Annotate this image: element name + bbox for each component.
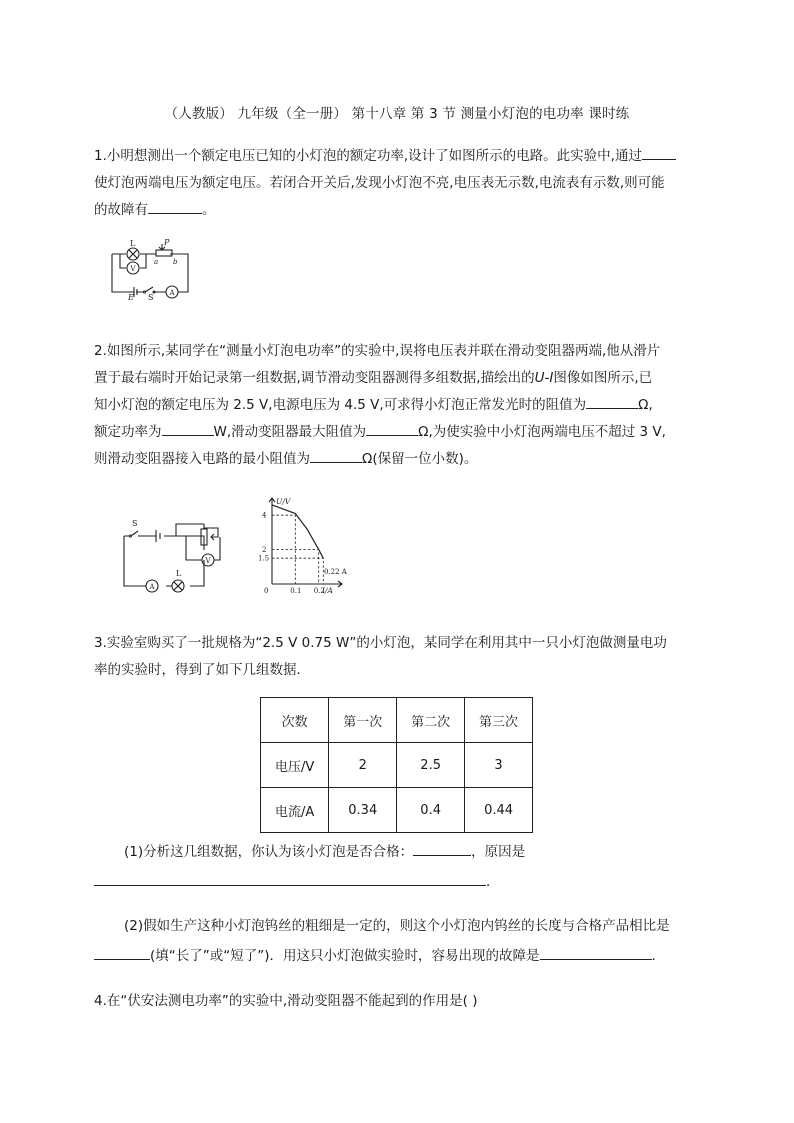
q2-blank-4[interactable] <box>310 448 362 463</box>
question-4: 4.在“伏安法测电功率”的实验中,滑动变阻器不能起到的作用是( ) <box>94 993 478 1009</box>
table-cell: 0.4 <box>397 788 465 833</box>
y-tick-2: 2 <box>262 546 267 555</box>
q1-label-L: L <box>130 239 136 248</box>
x-tick-0.2: 0.2 <box>313 587 325 594</box>
q2-blank-2[interactable] <box>162 421 214 436</box>
q1-label-E: E <box>128 293 134 300</box>
q3-line-2: 率的实验时，得到了如下几组数据． <box>94 662 310 678</box>
q1-line-3: 的故障有 。 <box>94 197 704 224</box>
table-cell: 0.44 <box>465 788 533 833</box>
q1-circuit-diagram <box>106 238 196 300</box>
x-axis-label: I/A <box>322 586 333 594</box>
q1-blank-2[interactable] <box>148 199 202 214</box>
q2-blank-1[interactable] <box>586 394 638 409</box>
table-cell: 3 <box>465 743 533 788</box>
annotation-0.22A: 0.22 A <box>324 568 347 576</box>
table-header-row <box>261 698 533 743</box>
q1-voltmeter-label: V <box>130 265 136 273</box>
guide-line-2 <box>272 558 323 584</box>
table-cell: 电压/V <box>261 743 329 788</box>
q1-label-S: S <box>148 293 154 300</box>
table-row <box>261 743 533 788</box>
q3-sub-1: (1)分析这几组数据，你认为该小灯泡是否合格： ，原因是 <box>94 838 704 866</box>
q2-line-3: 知小灯泡的额定电压为 2.5 V,电源电压为 4.5 V,可求得小灯泡正常发光时的阻值为 Ω, <box>94 392 704 419</box>
q3-sub-1-line-2: ． <box>94 868 704 896</box>
q2-circuit-diagram <box>116 514 228 596</box>
q2-ammeter-label: A <box>149 583 155 591</box>
y-axis-label: U/V <box>276 497 291 506</box>
q3-data-table <box>260 697 533 833</box>
table-header-cell: 第一次 <box>329 698 397 743</box>
q2-label-L: L <box>176 569 182 578</box>
table-header-cell: 次数 <box>261 698 329 743</box>
table-header-cell: 第三次 <box>465 698 533 743</box>
q2-line-2: 置于最右端时开始记录第一组数据,调节滑动变阻器测得多组数据,描绘出的U-I图像如图所示,已 <box>94 370 653 386</box>
q2-line-4: 额定功率为 W,滑动变阻器最大阻值为 Ω,为使实验中小灯泡两端电压不超过 3 V, <box>94 419 704 446</box>
table-header-cell: 第二次 <box>397 698 465 743</box>
table-cell: 0.34 <box>329 788 397 833</box>
ui-curve <box>272 505 323 558</box>
origin-label: 0 <box>264 587 269 594</box>
q3-sub-2: (2)假如生产这种小灯泡钨丝的粗细是一定的，则这个小灯泡内钨丝的长度与合格产品相比是 <box>124 918 670 934</box>
q3-blank-4[interactable] <box>540 945 652 960</box>
q2-voltmeter-label: V <box>205 557 211 565</box>
q2-line-5: 则滑动变阻器接入电路的最小阻值为 Ω(保留一位小数)。 <box>94 446 704 473</box>
q3-blank-2[interactable] <box>94 871 486 886</box>
page-title: （人教版） 九年级（全一册） 第十八章 第 3 节 测量小灯泡的电功率 课时练 <box>164 106 630 122</box>
q3-blank-3[interactable] <box>94 945 150 960</box>
q1-line-2: 使灯泡两端电压为额定电压。若闭合开关后,发现小灯泡不亮,电压表无示数,电流表有示数,则可能 <box>94 175 665 191</box>
q3-line-1: 3.实验室购买了一批规格为“2.5 V 0.75 W”的小灯泡，某同学在利用其中一只小灯泡做测量电功 <box>94 635 667 651</box>
q3-blank-1[interactable] <box>413 841 471 856</box>
q1-label-b: b <box>173 258 178 266</box>
table-cell: 2 <box>329 743 397 788</box>
y-tick-1.5: 1.5 <box>258 554 270 563</box>
q2-ui-graph <box>256 494 356 594</box>
y-tick-4: 4 <box>262 511 267 520</box>
q2-blank-3[interactable] <box>366 421 418 436</box>
q1-line-1: 1.小明想测出一个额定电压已知的小灯泡的额定功率,设计了如图所示的电路。此实验中,通过 <box>94 143 704 170</box>
q3-sub-2-line-2: (填“长了”或“短了”)．用这只小灯泡做实验时，容易出现的故障是 . <box>94 942 704 970</box>
y-axis <box>269 498 275 584</box>
q1-ammeter-label: A <box>169 289 175 297</box>
table-row <box>261 788 533 833</box>
table-cell: 电流/A <box>261 788 329 833</box>
q2-label-S: S <box>132 519 138 528</box>
q1-label-a: a <box>154 258 159 266</box>
q1-blank-1[interactable] <box>642 145 676 160</box>
q2-line-1: 2.如图所示,某同学在“测量小灯泡电功率”的实验中,误将电压表并联在滑动变阻器两端,他从滑片 <box>94 343 661 359</box>
table-cell: 2.5 <box>397 743 465 788</box>
q1-label-P: P <box>164 238 170 247</box>
x-tick-0.1: 0.1 <box>290 587 302 594</box>
